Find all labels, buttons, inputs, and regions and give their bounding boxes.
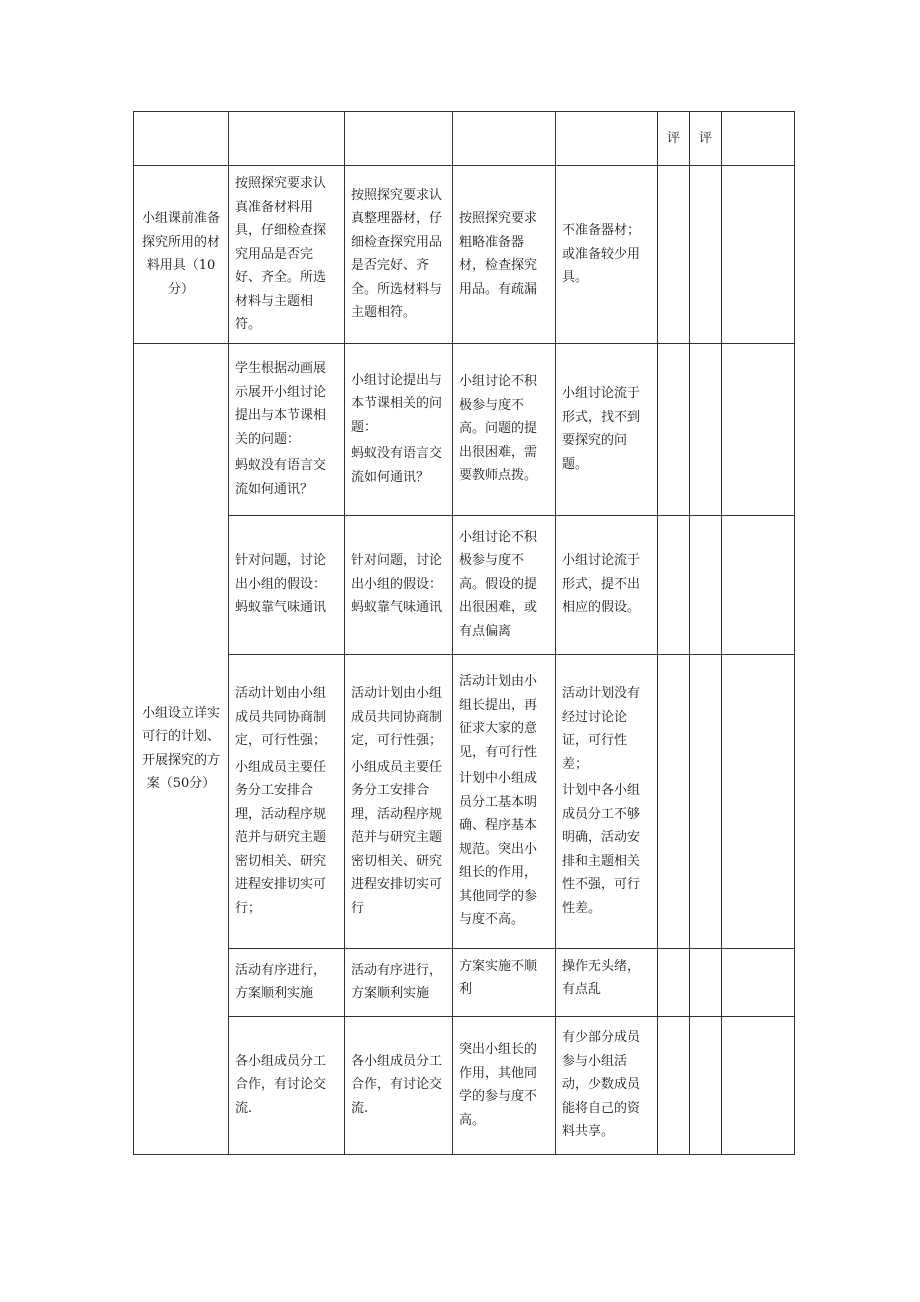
header-cell-level1 (229, 112, 345, 166)
header-cell-extra (722, 112, 795, 166)
score-cell-b (690, 166, 722, 344)
level1-cell: 学生根据动画展示展开小组讨论提出与本节课相关的问题： 蚂蚁没有语言交流如何通讯？ (229, 343, 345, 515)
level3-cell: 突出小组长的作用，其他同学的参与度不高。 (453, 1016, 556, 1154)
header-cell-level2 (345, 112, 453, 166)
extra-cell (722, 515, 795, 654)
level4-cell: 有少部分成员参与小组活动，少数成员能将自己的资料共享。 (556, 1016, 658, 1154)
table-row (134, 948, 795, 1016)
level3-cell: 方案实施不顺利 (453, 948, 556, 1016)
level2-cell: 各小组成员分工合作，有讨论交流. (345, 1016, 453, 1154)
score-cell-b (690, 343, 722, 515)
level4-cell: 活动计划没有经过讨论论证，可行性差； 计划中各小组成员分工不够明确，活动安排和主题相关性不强，可行性差。 (556, 654, 658, 948)
level1-cell: 各小组成员分工合作，有讨论交流. (229, 1016, 345, 1154)
level4-cell: 操作无头绪，有点乱 (556, 948, 658, 1016)
table-row (134, 1016, 795, 1154)
level3-cell: 小组讨论不积极参与度不高。假设的提出很困难，或有点偏离 (453, 515, 556, 654)
score-cell-a (658, 343, 690, 515)
score-cell-b (690, 515, 722, 654)
extra-cell (722, 166, 795, 344)
level4-cell: 小组讨论流于形式，提不出相应的假设。 (556, 515, 658, 654)
header-cell-level3 (453, 112, 556, 166)
level2-cell: 活动计划由小组成员共同协商制定，可行性强； 小组成员主要任务分工安排合理，活动程序规范并与研究主题密切相关、研究进程安排切实可行 (345, 654, 453, 948)
level2-cell: 活动有序进行，方案顺利实施 (345, 948, 453, 1016)
level3-cell: 按照探究要求粗略准备器材，检查探究用品。有疏漏 (453, 166, 556, 344)
level1-cell: 活动计划由小组成员共同协商制定，可行性强； 小组成员主要任务分工安排合理，活动程序规范并与研究主题密切相关、研究进程安排切实可行； (229, 654, 345, 948)
level4-cell: 小组讨论流于形式，找不到要探究的问题。 (556, 343, 658, 515)
level2-cell: 小组讨论提出与本节课相关的问题： 蚂蚁没有语言交流如何通讯？ (345, 343, 453, 515)
extra-cell (722, 654, 795, 948)
extra-cell (722, 343, 795, 515)
table-row (134, 166, 795, 344)
level1-cell: 针对问题，讨论出小组的假设：蚂蚁靠气味通讯 (229, 515, 345, 654)
score-cell-a (658, 654, 690, 948)
level1-cell: 按照探究要求认真准备材料用具，仔细检查探究用品是否完好、齐全。所选材料与主题相符。 (229, 166, 345, 344)
table-row (134, 654, 795, 948)
level4-cell: 不准备器材；或准备较少用具。 (556, 166, 658, 344)
extra-cell (722, 1016, 795, 1154)
score-cell-a (658, 1016, 690, 1154)
evaluation-rubric-table (133, 111, 795, 1155)
table-row (134, 343, 795, 515)
header-cell-score-b: 评 (690, 112, 722, 166)
header-cell-score-a: 评 (658, 112, 690, 166)
header-row (134, 112, 795, 166)
score-cell-a (658, 166, 690, 344)
score-cell-a (658, 515, 690, 654)
level2-cell: 按照探究要求认真整理器材，仔细检查探究用品是否完好、齐全。所选材料与主题相符。 (345, 166, 453, 344)
score-cell-b (690, 1016, 722, 1154)
level3-cell: 小组讨论不积极参与度不高。问题的提出很困难，需要教师点拨。 (453, 343, 556, 515)
score-cell-b (690, 948, 722, 1016)
header-cell-criterion (134, 112, 229, 166)
header-cell-level4 (556, 112, 658, 166)
level3-cell: 活动计划由小组长提出，再征求大家的意见，有可行性 计划中小组成员分工基本明确、程序基本规范。突出小组长的作用，其他同学的参与度不高。 (453, 654, 556, 948)
score-cell-b (690, 654, 722, 948)
extra-cell (722, 948, 795, 1016)
table-row (134, 515, 795, 654)
criterion-cell: 小组设立详实可行的计划、开展探究的方案（50分） (134, 343, 229, 1154)
level2-cell: 针对问题，讨论出小组的假设：蚂蚁靠气味通讯 (345, 515, 453, 654)
criterion-cell: 小组课前准备探究所用的材料用具（10分） (134, 166, 229, 344)
score-cell-a (658, 948, 690, 1016)
level1-cell: 活动有序进行，方案顺利实施 (229, 948, 345, 1016)
